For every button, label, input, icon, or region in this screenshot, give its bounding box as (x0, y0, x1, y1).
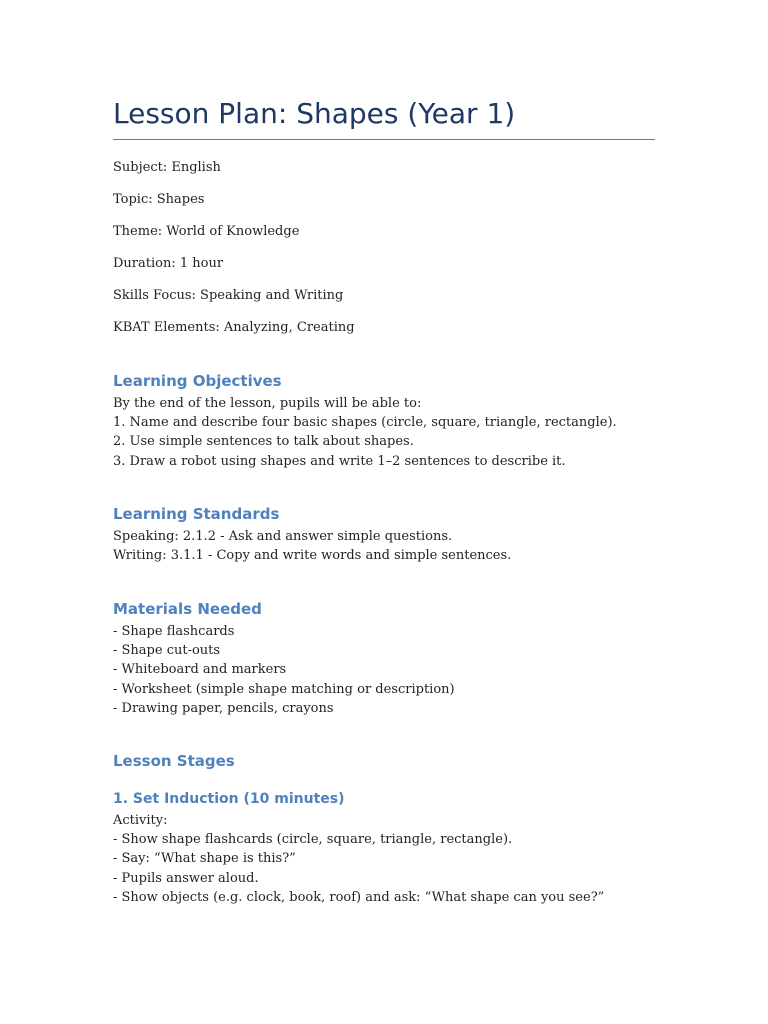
meta-subject: Subject: English (113, 160, 221, 175)
objectives-intro: By the end of the lesson, pupils will be able to: (113, 396, 422, 411)
activity-item: - Show shape flashcards (circle, square, triangle, rectangle). (113, 832, 513, 848)
activity-label: Activity: (113, 813, 168, 828)
materials-list (113, 622, 655, 718)
title-underline (113, 139, 655, 140)
material-item: - Shape cut-outs (113, 643, 221, 659)
material-item: - Worksheet (simple shape matching or description) (113, 681, 455, 697)
materials-needed-heading: Materials Needed (113, 600, 262, 618)
material-item: - Whiteboard and markers (113, 662, 287, 678)
objective-item: 3. Draw a robot using shapes and write 1–2 sentences to describe it. (113, 453, 566, 469)
learning-objectives-heading: Learning Objectives (113, 372, 282, 390)
activity-item: - Say: “What shape is this?” (113, 851, 296, 867)
document-page (113, 0, 655, 1024)
meta-topic: Topic: Shapes (113, 192, 205, 207)
lesson-stages-heading: Lesson Stages (113, 752, 235, 770)
objective-item: 1. Name and describe four basic shapes (circle, square, triangle, rectangle). (113, 415, 617, 431)
standard-writing: Writing: 3.1.1 - Copy and write words and simple sentences. (113, 548, 512, 564)
learning-objectives-body (113, 394, 655, 471)
material-item: - Shape flashcards (113, 624, 235, 639)
activity-item: - Pupils answer aloud. (113, 870, 259, 886)
meta-kbat-elements: KBAT Elements: Analyzing, Creating (113, 320, 355, 335)
meta-duration: Duration: 1 hour (113, 256, 224, 271)
document-title: Lesson Plan: Shapes (Year 1) (113, 97, 516, 130)
activity-item: - Show objects (e.g. clock, book, roof) and ask: “What shape can you see?” (113, 889, 605, 905)
learning-standards-heading: Learning Standards (113, 505, 280, 523)
objective-item: 2. Use simple sentences to talk about shapes. (113, 434, 414, 450)
standard-speaking: Speaking: 2.1.2 - Ask and answer simple questions. (113, 529, 453, 544)
meta-theme: Theme: World of Knowledge (113, 224, 300, 239)
material-item: - Drawing paper, pencils, crayons (113, 700, 334, 716)
set-induction-body (113, 811, 655, 907)
learning-standards-body (113, 527, 655, 565)
set-induction-heading: 1. Set Induction (10 minutes) (113, 791, 345, 807)
meta-skills-focus: Skills Focus: Speaking and Writing (113, 288, 344, 303)
